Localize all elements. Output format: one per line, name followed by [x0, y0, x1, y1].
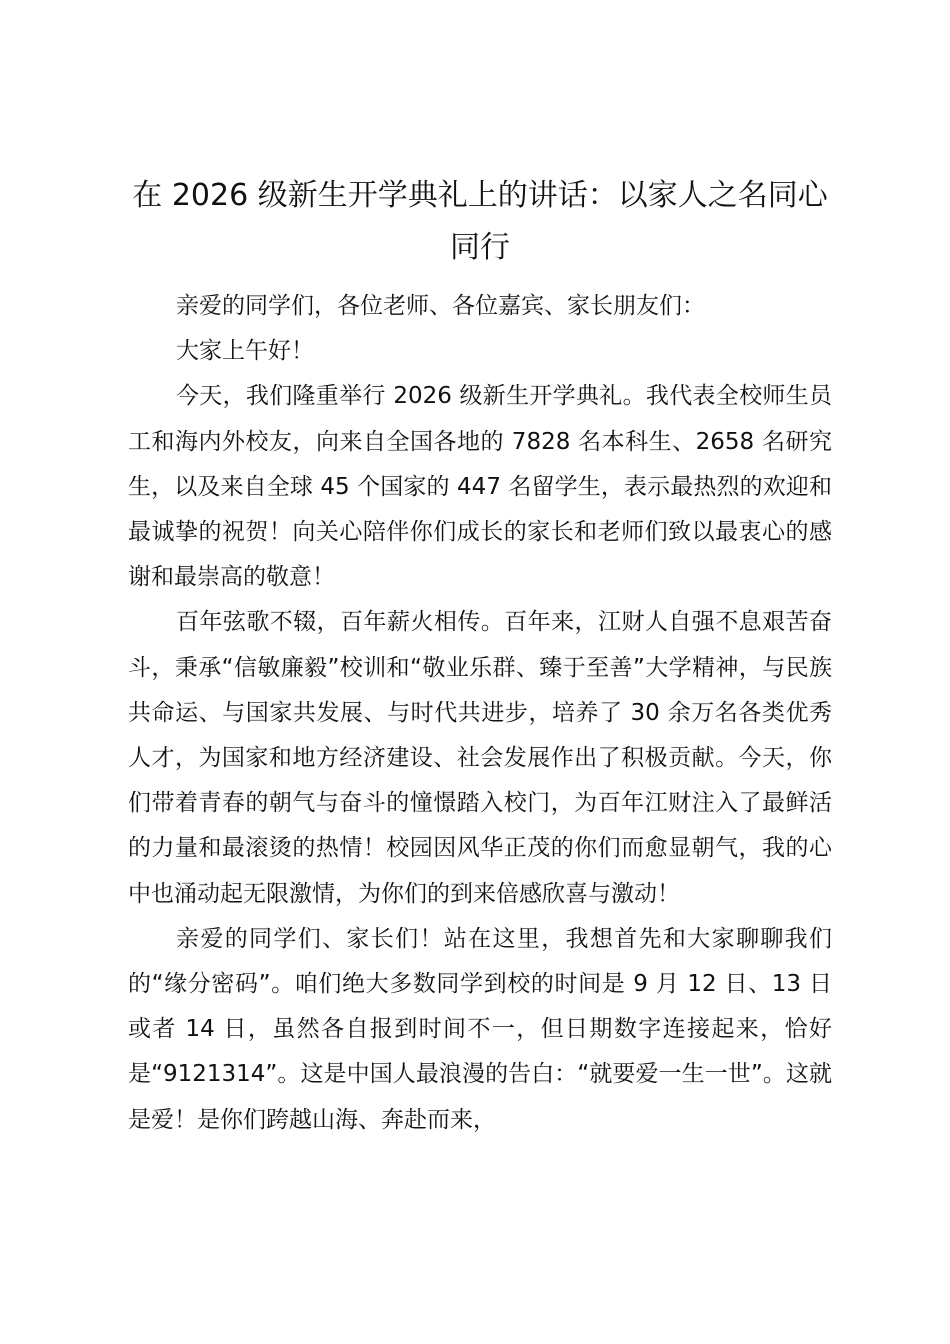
document-page [128, 170, 832, 1143]
history-paragraph: 百年弦歌不辍，百年薪火相传。百年来，江财人自强不息艰苦奋斗，秉承“信敏廉毅”校训和“敬业乐群、臻于至善”大学精神，与民族共命运、与国家共发展、与时代共进步，培养了 30 余万名各类优秀人才，为国家和地方经济建设、社会发展作出了积极贡献。今天，你们带着青春的朝气与奋斗的憧憬踏入校门，为百年江财注入了最鲜活的力量和最滚烫的热情！校园因风华正茂的你们而愈显朝气，我的心中也涌动起无限激情，为你们的到来倍感欣喜与激动！ [128, 609, 832, 907]
greeting-paragraph: 大家上午好！ [176, 338, 314, 365]
welcome-paragraph: 今天，我们隆重举行 2026 级新生开学典礼。我代表全校师生员工和海内外校友，向来自全国各地的 7828 名本科生、2658 名研究生，以及来自全球 45 个国家的 447 名留学生，表示最热烈的欢迎和最诚挚的祝贺！向关心陪伴你们成长的家长和老师们致以最衷心的感谢和最崇高的敬意！ [128, 383, 832, 591]
document-title: 在 2026 级新生开学典礼上的讲话：以家人之名同心同行 [132, 178, 828, 265]
salutation-paragraph: 亲爱的同学们，各位老师、各位嘉宾、家长朋友们： [176, 293, 705, 319]
fate-code-paragraph: 亲爱的同学们、家长们！站在这里，我想首先和大家聊聊我们的“缘分密码”。咱们绝大多数同学到校的时间是 9 月 12 日、13 日或者 14 日，虽然各自报到时间不一，但日期数字连接起来，恰好是“9121314”。这是中国人最浪漫的告白：“就要爱一生一世”。这就是爱！是你们跨越山海、奔赴而来， [128, 925, 832, 1133]
